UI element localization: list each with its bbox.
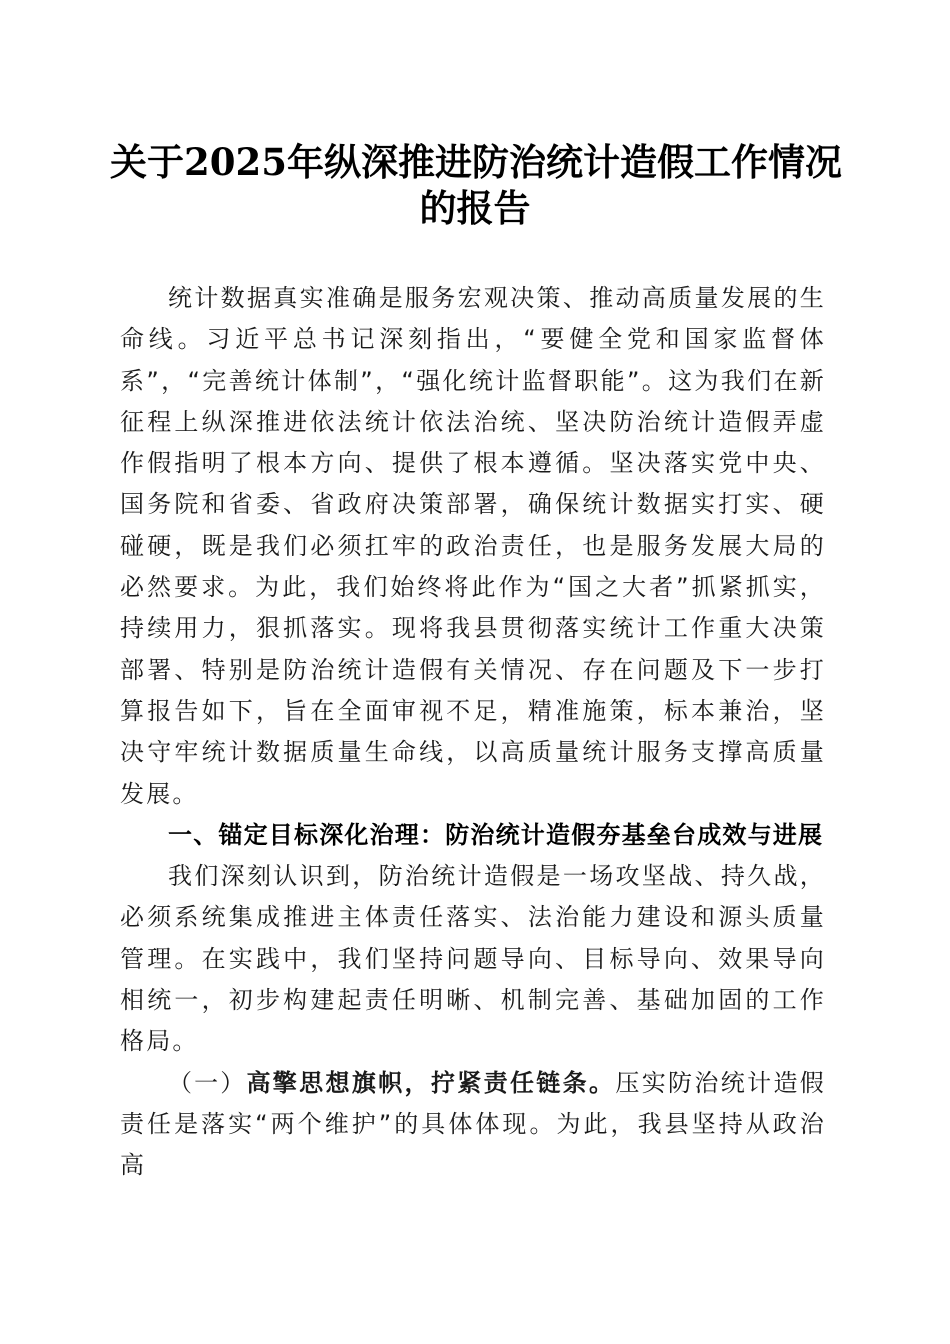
document-title-line-1: 关于2025年纵深推进防治统计造假工作情况 [110, 140, 842, 184]
document-body [120, 278, 826, 1187]
document-title-line-2: 的报告 [419, 186, 531, 230]
subsection-number: （一） [168, 1068, 247, 1097]
subsection-text: 压实防治统计造假责任是落实“两个维护”的具体体现。为此，我县坚持从政治高 [120, 1068, 826, 1180]
subsection-title: 高擎思想旗帜，拧紧责任链条。 [246, 1068, 616, 1097]
paragraph-section-1: 我们深刻认识到，防治统计造假是一场攻坚战、持久战，必须系统集成推进主体责任落实、法治能力建设和源头质量管理。在实践中，我们坚持问题导向、目标导向、效果导向相统一，初步构建起责任明晰、机制完善、基础加固的工作格局。 [120, 862, 826, 1056]
paragraph-intro: 统计数据真实准确是服务宏观决策、推动高质量发展的生命线。习近平总书记深刻指出，“要健全党和国家监督体系”，“完善统计体制”，“强化统计监督职能”。这为我们在新征程上纵深推进依法统计依法治统、坚决防治统计造假弄虚作假指明了根本方向、提供了根本遵循。坚决落实党中央、国务院和省委、省政府决策部署，确保统计数据实打实、硬碰硬，既是我们必须扛牢的政治责任，也是服务发展大局的必然要求。为此，我们始终将此作为“国之大者”抓紧抓实，持续用力，狠抓落实。现将我县贯彻落实统计工作重大决策部署、特别是防治统计造假有关情况、存在问题及下一步打算报告如下，旨在全面审视不足，精准施策，标本兼治，坚决守牢统计数据质量生命线，以高质量统计服务支撑高质量发展。 [120, 284, 826, 808]
section-heading-1: 一、锚定目标深化治理：防治统计造假夯基垒台成效与进展 [168, 820, 824, 849]
paragraph-subsection-1 [120, 1063, 826, 1187]
